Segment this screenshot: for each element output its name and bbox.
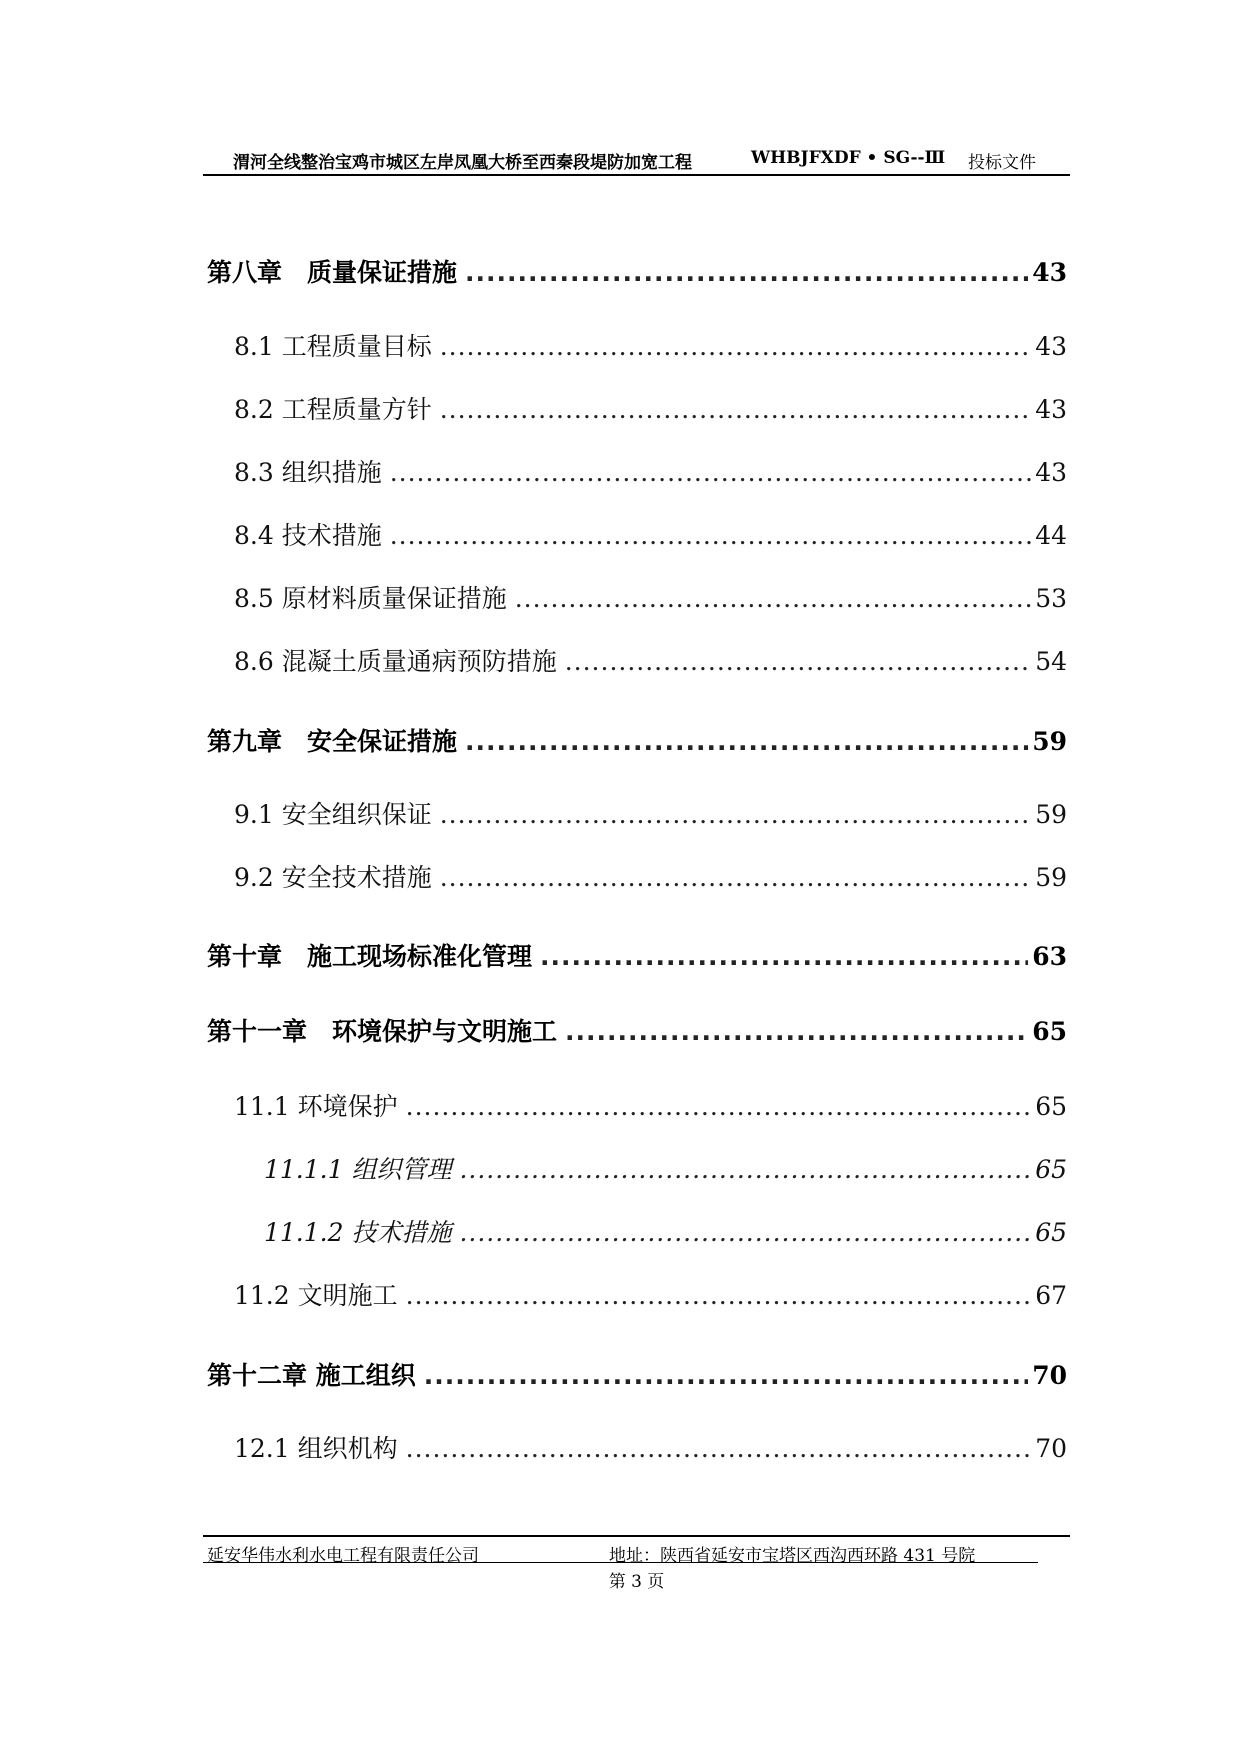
toc-entry[interactable] [234,795,1067,831]
toc-dot-leader [540,942,1028,971]
toc-dot-leader [459,1155,1031,1184]
toc-entry[interactable] [234,1429,1067,1465]
toc-entry-label: 8.6 混凝土质量通病预防措施 [234,647,557,676]
toc-entry-label: 8.3 组织措施 [234,458,382,487]
toc-dot-leader [406,1092,1032,1121]
toc-entry-page-number: 53 [1035,584,1067,613]
toc-dot-leader [424,1361,1028,1390]
toc-dot-leader [465,258,1028,287]
toc-dot-leader [440,332,1031,361]
toc-entry-page-number: 65 [1035,1218,1067,1247]
toc-entry[interactable] [207,253,1067,289]
toc-entry-label: 9.1 安全组织保证 [234,800,432,829]
toc-entry[interactable] [234,642,1067,678]
toc-entry[interactable] [234,1276,1067,1312]
toc-entry-label: 11.1 环境保护 [234,1092,398,1121]
toc-entry-label: 第十一章 环境保护与文明施工 [207,1017,558,1046]
toc-entry[interactable] [234,858,1067,894]
toc-entry-label: 9.2 安全技术措施 [234,863,432,892]
toc-entry-page-number: 63 [1032,942,1067,971]
toc-dot-leader [440,800,1031,829]
toc-dot-leader [565,1017,1028,1046]
toc-entry-page-number: 65 [1035,1092,1067,1121]
toc-entry-label: 8.5 原材料质量保证措施 [234,584,507,613]
toc-entry-page-number: 59 [1035,800,1067,829]
toc-entry[interactable] [234,1087,1067,1123]
toc-dot-leader [390,458,1031,487]
toc-dot-leader [459,1218,1031,1247]
toc-dot-leader [440,395,1031,424]
footer-underline [203,1562,1038,1563]
toc-entry[interactable] [234,327,1067,363]
toc-entry-label: 第八章 质量保证措施 [207,258,458,287]
toc-entry-label: 8.4 技术措施 [234,521,382,550]
toc-entry-page-number: 54 [1035,647,1067,676]
toc-entry[interactable] [234,390,1067,426]
toc-dot-leader [406,1434,1032,1463]
toc-entry[interactable] [207,937,1067,973]
toc-entry-page-number: 43 [1035,458,1067,487]
page-header [203,146,1070,176]
toc-entry-label: 11.1.2 技术措施 [264,1218,452,1247]
toc-entry-label: 8.1 工程质量目标 [234,332,432,361]
footer-company: 延安华伟水利水电工程有限责任公司 [207,1546,479,1566]
toc-entry-page-number: 59 [1035,863,1067,892]
toc-entry-page-number: 65 [1035,1155,1067,1184]
toc-entry[interactable] [234,453,1067,489]
header-doctype: 投标文件 [968,153,1036,173]
toc-dot-leader [390,521,1031,550]
toc-entry[interactable] [207,1012,1067,1048]
toc-entry[interactable] [207,1356,1067,1392]
toc-entry-page-number: 67 [1035,1281,1067,1310]
toc-dot-leader [465,727,1028,756]
toc-entry-page-number: 43 [1032,258,1067,287]
toc-entry-label: 11.2 文明施工 [234,1281,398,1310]
toc-entry-label: 8.2 工程质量方针 [234,395,432,424]
toc-entry-label: 第十二章 施工组织 [207,1361,416,1390]
toc-entry[interactable] [264,1150,1067,1186]
header-title: 渭河全线整治宝鸡市城区左岸凤凰大桥至西秦段堤防加宽工程 [233,153,692,173]
toc-entry[interactable] [264,1213,1067,1249]
toc-entry-label: 第十章 施工现场标准化管理 [207,942,533,971]
toc-dot-leader [440,863,1031,892]
toc-dot-leader [565,647,1031,676]
toc-entry[interactable] [234,516,1067,552]
toc-entry-page-number: 70 [1032,1361,1067,1390]
toc-entry[interactable] [207,722,1067,758]
toc-entry-label: 11.1.1 组织管理 [264,1155,452,1184]
toc-entry-label: 12.1 组织机构 [234,1434,398,1463]
toc-entry-page-number: 43 [1035,395,1067,424]
toc-entry-label: 第九章 安全保证措施 [207,727,458,756]
toc-entry-page-number: 44 [1035,521,1067,550]
footer-page-number: 第 3 页 [608,1572,665,1592]
toc-entry-page-number: 70 [1035,1434,1067,1463]
toc-entry-page-number: 59 [1032,727,1067,756]
footer-address: 地址：陕西省延安市宝塔区西沟西环路 431 号院 [609,1546,976,1566]
header-code: WHBJFXDF • SG--Ⅲ [751,148,946,168]
toc-entry-page-number: 43 [1035,332,1067,361]
page-footer [203,1535,1070,1597]
toc-dot-leader [515,584,1031,613]
toc-entry-page-number: 65 [1032,1017,1067,1046]
toc-entry[interactable] [234,579,1067,615]
toc-dot-leader [406,1281,1032,1310]
